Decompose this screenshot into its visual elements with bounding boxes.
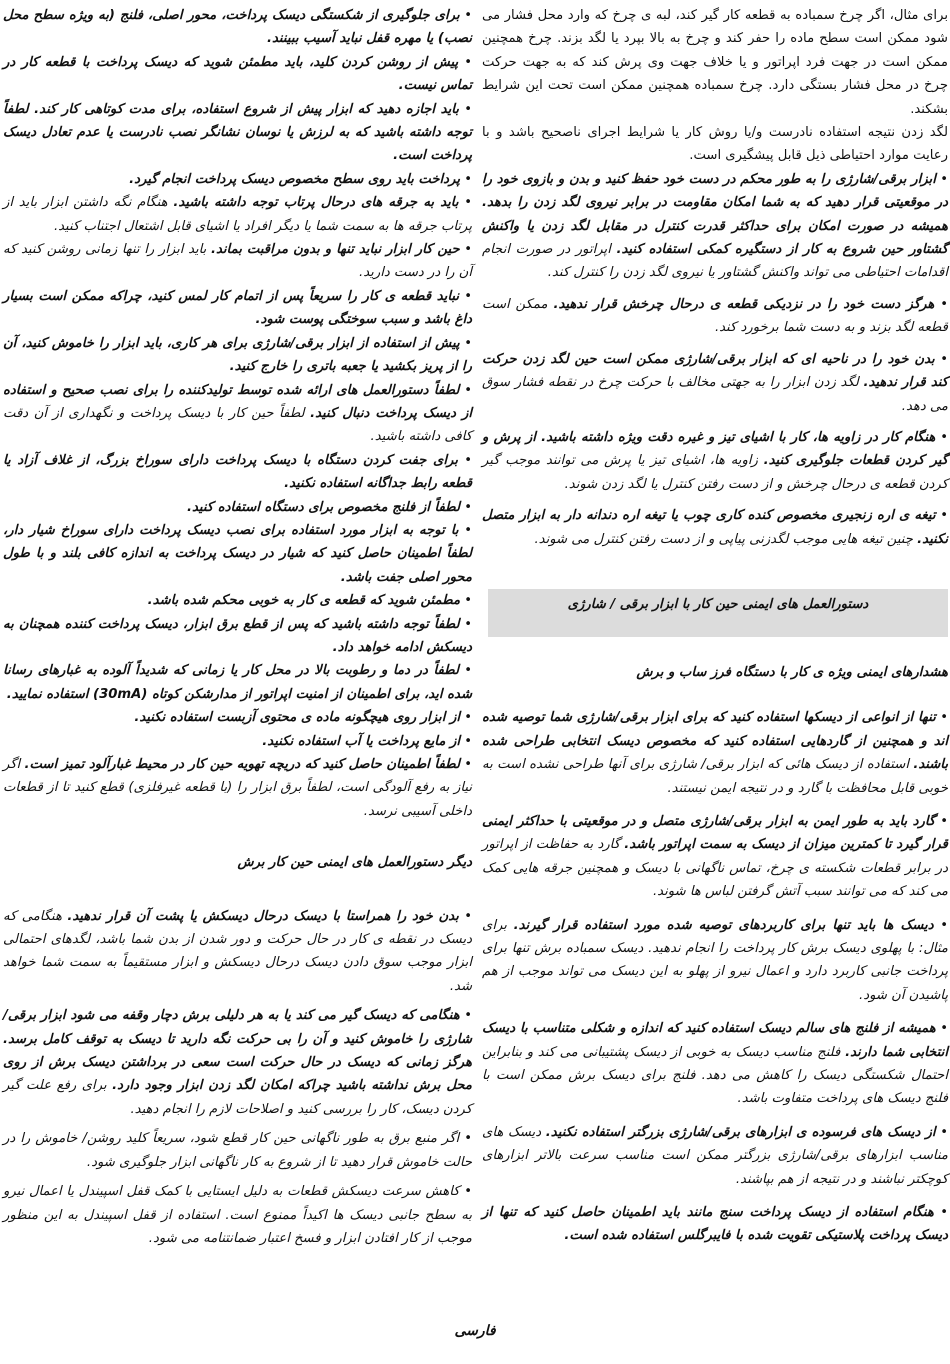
bullet-icon: • (935, 710, 948, 726)
list-item (482, 504, 948, 551)
bullet-icon: • (933, 917, 949, 933)
bullet-icon: • (459, 1008, 472, 1024)
item-bold-text: بدن خود را همراستا با دیسک درحال دیسکش یا پشت آن قرار ندهید. (67, 908, 459, 924)
item-bold-text: لطفاً در دما و رطوبت بالا در محل کار یا زمانی که شدیداً آلوده به غبارهای رسانا شده اید، برای اطمینان از امنیت اپراتور از مدارشکن کوتاه (30mA) استفاده نمایید. (3, 663, 472, 702)
bullet-icon: • (458, 101, 472, 117)
intro-paragraph-2: لگد زدن نتیجه استفاده نادرست و/یا روش کار یا شرایط اجرای ناصحیح باشد و با رعایت موارد احتیاطی ذیل قابل پیشگیری است. (482, 125, 948, 164)
item-bold-text: پیش از استفاده از ابزار برقی/شارژی برای هر کاری، باید ابزار را خاموش کنید، آن را از پریز بکشید یا جعبه باتری را خارج کنید. (3, 335, 472, 375)
item-bold-text: لطفاً اطمینان حاصل کنید که دریچه تهویه حین کار در محیط غبارآلود تمیز است. (24, 757, 460, 772)
item-bold-text: هنگام استفاده از دیسک پرداخت سنج مانند باید اطمینان حاصل کنید که تنها از دیسک پرداخت پلاستیکی تقویت شده با فایبرگلس استفاده شده است. (482, 1205, 948, 1244)
item-bold-text: پرداخت باید روی سطح مخصوص دیسک پرداخت انجام گیرد. (129, 171, 461, 187)
bullet-icon: • (933, 1205, 948, 1221)
list-item (3, 98, 472, 168)
list-item (482, 168, 948, 285)
bullet-icon: • (458, 663, 472, 679)
bullet-icon: • (935, 1124, 948, 1140)
bullet-icon: • (457, 452, 472, 468)
bullet-icon: • (460, 171, 472, 187)
list-item (482, 348, 948, 418)
subheading-cutting: دیگر دستورالعمل های ایمنی حین کار برش (237, 855, 472, 871)
list-item (482, 426, 948, 496)
list-item (482, 293, 948, 340)
item-normal-text: دیسک های مناسب ابزارهای برقی/شارژی بزرگتر ممکن است مناسب سرعت بالاتر ابزارهای کوچکتر نباشند و در نتیجه از هم بپاشند. (482, 1124, 948, 1187)
list-item (482, 1201, 948, 1248)
list-item (482, 1121, 948, 1191)
bullet-icon: • (934, 351, 948, 367)
item-normal-text: ممکن است قطعه لگد بزند و به دست شما برخورد کند. (482, 296, 948, 336)
list-item (3, 1127, 472, 1174)
bullet-icon: • (460, 499, 472, 515)
item-bold-text: همیشه از فلنج های سالم دیسک استفاده کنید که اندازه و شکلی متناسب با دیسک انتخابی شما دارند. (482, 1021, 948, 1060)
list-item (3, 51, 472, 98)
list-item (3, 379, 472, 449)
bullet-icon: • (459, 242, 472, 258)
list-item (3, 238, 472, 285)
list-item (3, 1180, 472, 1250)
item-normal-text: لگد زدن ابزار را به جهتی مخالف با حرکت چرخ در نقطه فشار سوق می دهد. (482, 375, 948, 414)
bullet-icon: • (935, 1021, 948, 1037)
list-item (3, 753, 472, 823)
item-bold-text: لطفاً دستورالعمل های ارائه شده توسط تولیدکننده را برای نصب صحیح و استفاده از دیسک پرداخت دنبال کنید. (3, 382, 472, 421)
list-item (3, 613, 472, 660)
grinder-warnings-list (482, 706, 948, 1248)
list-item (3, 706, 472, 729)
list-item (3, 905, 472, 999)
bullet-icon: • (935, 813, 948, 829)
bullet-icon: • (458, 908, 472, 924)
cutting-warnings-list (3, 905, 472, 1251)
item-normal-text: برای مثال: با پهلوی دیسک برش کار پرداخت را انجام ندهید. دیسک سمباده برش تنها برای پرداخت جانبی کاربرد دارد و اعمال نیرو از پهلو به این دیسک می تواند موجب از هم پاشیدن آن شود. (482, 917, 948, 1003)
bullet-icon: • (935, 429, 948, 445)
list-item (3, 285, 472, 332)
bullet-icon: • (458, 195, 472, 211)
bullet-icon: • (459, 335, 472, 351)
item-bold-text: برای جلوگیری از شکستگی دیسک پرداخت، محور اصلی، فلنج (به ویژه سطح محل نصب) یا مهره قفل نباید آسیب ببینند. (3, 8, 472, 47)
item-bold-text: حین کار ابزار نباید تنها و بدون مراقبت بماند. (210, 242, 460, 258)
intro-paragraph: برای مثال، اگر چرخ سمباده به قطعه کار گیر کند، لبه ی چرخ که وارد محل فشار می شود ممکن است سطح ماده را حفر کند و چرخ به بالا بپرد یا لگد بزند. چرخ همچنین ممکن است در جهت فرد اپراتور و یا خلاف جهت وی پرش کند که به جهت حرکت چرخ در محل فشار بستگی دارد. چرخ سمباده همچنین ممکن است تحت این شرایط بشکند. (482, 8, 948, 117)
list-item (3, 730, 472, 753)
item-bold-text: هنگامی که دیسک گیر می کند یا به هر دلیلی برش دچار وقفه می شود ابزار برقی/شارژی را خاموش کنید و آن را بی حرکت نگه دارید تا دیسک به توقف کامل برسد. هرگز زمانی که دیسک در حال حرکت است سعی در برداشتن دیسک برش از روی محل برش نداشته باشید چراکه امکان لگد زدن ابزار وجود دارد. (3, 1008, 472, 1094)
list-item (3, 4, 472, 51)
item-bold-text: برای جفت کردن دستگاه با دیسک پرداخت دارای سوراخ بزرگ، از غلاف آزاد یا قطعه رابط جداگانه استفاده نکنید. (3, 452, 472, 492)
item-bold-text: هرگز دست خود را در نزدیکی قطعه ی درحال چرخش قرار ندهید. (553, 296, 935, 312)
item-normal-text: زاویه ها، اشیای تیز یا پرش می توانند موجب گیر کردن قطعه ی درحال چرخش و از دست رفتن کنترل یا لگد زدن شوند. (482, 453, 948, 492)
subheading-grinder: هشدارهای ایمنی ویژه ی کار با دستگاه فرز ساب و برش (636, 664, 948, 680)
item-bold-text: هنگام کار در زاویه ها، کار با اشیای تیز و غیره دقت ویژه داشته باشید. از پرش و گیر کردن قطعات جلوگیری کنید. (482, 429, 948, 469)
item-normal-text: فلنج مناسب دیسک به خوبی از دیسک پشتیبانی می کند و بنابراین احتمال شکستگی دیسک را کاهش می دهد. فلنج برای دیسک برش ممکن است با فلنج دیسک های پرداخت متفاوت باشد. (482, 1044, 948, 1107)
item-normal-text: کاهش سرعت دیسکش قطعات به دلیل ایستایی با کمک قفل اسپیندل یا اعمال نیرو به سطح جانبی دیسک ها اکیداً ممنوع است. استفاده از قفل اسپیندل به این منظور موجب از کار افتادن ابزار و فسخ اعتبار ضمانتنامه می شود. (3, 1184, 472, 1246)
item-bold-text: نباید قطعه ی کار را سریعاً پس از اتمام کار لمس کنید، چراکه ممکن است بسیار داغ باشد و سبب سوختگی پوست شود. (3, 288, 472, 328)
bullet-icon: • (459, 8, 472, 23)
item-normal-text: گارد به حفاظت از اپراتور در برابر قطعات شکسته ی چرخ، تماس ناگهانی با دیسک و همچنین جرقه هایی کمک می کند که می توانند سبب آتش گرفتن لباس ها شوند. (482, 837, 948, 900)
section-title-box (488, 589, 948, 637)
item-bold-text: تنها از انواعی از دیسکها استفاده کنید که برای ابزار برقی/شارژی شما توصیه شده اند و همچنین از گاردهایی استفاده کنید که مخصوص دیسک انتخابی طراحی شده باشند. (482, 710, 948, 773)
list-item (482, 1017, 948, 1111)
list-item (482, 810, 948, 904)
item-normal-text: هنگامی که دیسک در نقطه ی کار در حال حرکت و دور شدن از بدن شما باشد، لگدهای احتمالی ابزار موجب سوق دادن دیسک درحال دیسکش و ابزار مستقیماً به سمت شما خواهد شد. (3, 908, 472, 994)
item-bold-text: دیسک ها باید تنها برای کاربردهای توصیه شده مورد استفاده قرار گیرند. (513, 917, 934, 933)
item-bold-text: مطمئن شوید که قطعه ی کار به خوبی محکم شده باشد. (147, 593, 461, 609)
bullet-icon: • (459, 382, 472, 398)
bullet-icon: • (458, 522, 472, 538)
list-item (3, 659, 472, 706)
list-item (482, 914, 948, 1008)
kickback-list (482, 168, 948, 551)
polishing-warnings-list (3, 4, 472, 823)
list-item (482, 706, 948, 800)
bullet-icon: • (459, 288, 472, 304)
item-normal-text: چنین تیغه هایی موجب لگدزنی پیاپی و از دست رفتن کنترل می شوند. (534, 531, 918, 547)
item-normal-text: استفاده از دیسک هائی که ابزار برقی/ شارژی برای آنها طراحی نشده است به خوبی قابل محافظت با گارد و در نتیجه ایمن نیستند. (482, 757, 948, 796)
item-bold-text: ابزار برقی/شارژی را به طور محکم در دست خود حفظ کنید و بدن و بازوی خود را در موقعیتی قرار دهید که به شما امکان مقاومت در برابر نیروی لگد زدن را بدهد. همیشه در صورت امکان برای حداکثر قدرت کنترل در مقابل لگد زدن یا واکنش گشتاور حین شروع به کار از دستگیره کمکی استفاده کنید. (482, 171, 948, 258)
item-bold-text: بدن خود را در ناحیه ای که ابزار برقی/شارژی ممکن است حین لگد زدن حرکت کند قرار ندهید. (482, 351, 948, 391)
item-normal-text: هنگام نگه داشتن ابزار باید از پرتاب جرقه ها به سمت شما یا دیگر افراد یا اشیای قابل اشتعال اجتناب کنید. (3, 195, 472, 234)
item-normal-text: لطفاً حین کار با دیسک پرداخت و نگهداری از آن دقت کافی داشته باشید. (3, 405, 472, 445)
item-normal-text: اپراتور در صورت انجام اقدامات احتیاطی می تواند واکنش گشتاور یا نیروی لگد زدن را کنترل کند. (482, 242, 948, 281)
language-footer: فارسی (454, 1323, 496, 1339)
list-item (3, 168, 472, 191)
bullet-icon: • (935, 171, 948, 187)
list-item (3, 449, 472, 496)
list-item (3, 496, 472, 519)
item-bold-text: از دیسک های فرسوده ی ابزارهای برقی/شارژی بزرگتر استفاده نکنید. (545, 1124, 936, 1140)
section-title: دستورالعمل های ایمنی حین کار با ابزار برقی / شارژی (567, 596, 869, 612)
item-bold-text: از مایع پرداخت یا آب استفاده نکنید. (262, 733, 461, 749)
bullet-icon: • (458, 54, 472, 70)
item-bold-text: باید به جرقه های درحال پرتاب توجه داشته باشید. (173, 195, 459, 211)
item-bold-text: از ابزار روی هیچگونه ماده ی محتوی آزبست استفاده نکنید. (134, 710, 461, 726)
bullet-icon: • (459, 1131, 472, 1147)
bullet-icon: • (459, 757, 472, 772)
list-item (3, 589, 472, 612)
right-column (482, 4, 948, 1248)
bullet-icon: • (460, 710, 472, 726)
item-bold-text: گارد باید به طور ایمن به ابزار برقی/شارژی متصل و در موقعیتی با حداکثر ایمنی قرار گیرد تا کمترین میزان از دیسک به سمت اپراتور باشد. (482, 813, 948, 853)
list-item (3, 1004, 472, 1121)
bullet-icon: • (935, 508, 948, 524)
item-bold-text: لطفاً از فلنج مخصوص برای دستگاه استفاده کنید. (187, 499, 461, 515)
item-bold-text: پیش از روشن کردن کلید، باید مطمئن شوید که دیسک پرداخت با قطعه کار در تماس نیست. (3, 54, 472, 94)
list-item (3, 191, 472, 238)
item-normal-text: باید ابزار را تنها زمانی روشن کنید که آن را در دست دارید. (3, 242, 472, 281)
item-bold-text: باید اجازه دهید که ابزار پیش از شروع استفاده، برای مدت کوتاهی کار کند. لطفاً توجه داشته باشید که به لرزش یا نوسان نشانگر نصب نادرست یا عدم تعادل دیسک پرداخت است. (3, 101, 472, 164)
list-item (3, 519, 472, 589)
item-bold-text: تیغه ی اره زنجیری مخصوص کنده کاری چوب یا تیغه اره دندانه دار به ابزار متصل نکنید. (482, 508, 948, 547)
item-bold-text: لطفاً توجه داشته باشید که پس از قطع برق ابزار، دیسک پرداخت کننده همچنان به دیسکش ادامه خواهد داد. (3, 616, 472, 655)
item-normal-text: برای رفع علت گیر کردن دیسک، کار را بررسی کنید و اصلاحات لازم را انجام دهید. (3, 1078, 472, 1117)
left-column (3, 4, 472, 1250)
bullet-icon: • (459, 1184, 472, 1200)
item-normal-text: اگر منبع برق به طور ناگهانی حین کار قطع شود، سریعاً کلید روشن/ خاموش را در حالت خاموش قرار دهید تا از شروع به کار ناگهانی ابزار جلوگیری شود. (3, 1131, 472, 1170)
bullet-icon: • (460, 733, 472, 749)
item-normal-text: اگر نیاز به رفع آلودگی است، لطفاً برق ابزار را (با قطعه غیرفلزی) قطع کنید تا از قطعات داخلی آسیبی نرسد. (3, 757, 472, 819)
bullet-icon: • (934, 296, 948, 312)
list-item (3, 332, 472, 379)
bullet-icon: • (459, 616, 472, 632)
bullet-icon: • (460, 593, 472, 609)
item-bold-text: با توجه به ابزار مورد استفاده برای نصب دیسک پرداخت دارای سوراخ شیار دار، لطفاً اطمینان حاصل کنید که شیار در دیسک پرداخت به اندازه کافی بلند و با طول محور اصلی جفت باشد. (3, 522, 472, 585)
